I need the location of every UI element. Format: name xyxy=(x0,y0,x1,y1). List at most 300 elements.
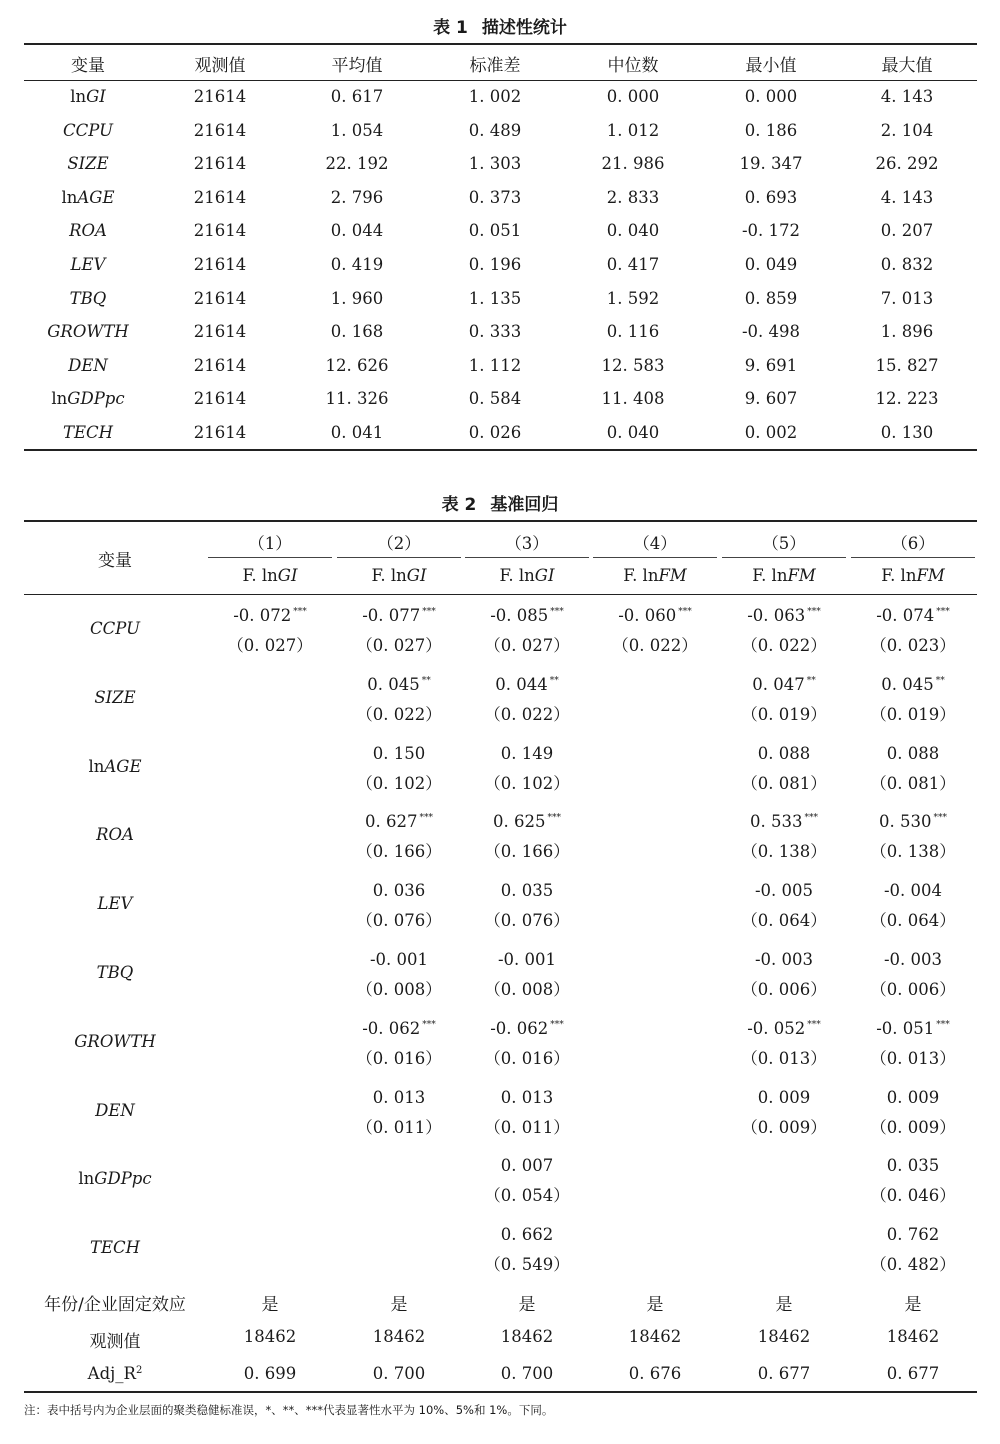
table1-cell: -0. 498 xyxy=(741,322,801,342)
table2-header-rule xyxy=(24,594,977,595)
table1-var-label xyxy=(18,255,158,274)
table1-number: 表 1 xyxy=(433,18,468,38)
table1-cell: 1. 960 xyxy=(330,288,384,308)
var-name: ROA xyxy=(96,825,134,845)
var-prefix: F. ln xyxy=(499,566,535,585)
var-name: TBQ xyxy=(69,288,107,308)
significance-stars: *** xyxy=(936,1019,950,1030)
table2-se: （0. 138） xyxy=(741,842,827,862)
var-name: GDPpc xyxy=(67,389,125,409)
table1-cell: 0. 041 xyxy=(330,423,384,442)
table1-cell: 4. 143 xyxy=(880,87,934,106)
table2-coef xyxy=(843,812,983,831)
var-prefix: ln xyxy=(70,87,87,106)
table1-col-header: 标准差 xyxy=(469,56,521,76)
table2-se: （0. 081） xyxy=(870,773,956,793)
coef-value: 0. 533 xyxy=(750,812,803,832)
table2-footer-cell: 是 xyxy=(390,1295,408,1315)
table1-title: 描述性统计 xyxy=(481,18,567,38)
var-name: LEV xyxy=(97,894,133,914)
table2-dep-var xyxy=(200,566,340,585)
table1-cell: 0. 489 xyxy=(468,120,522,140)
coef-value: 0. 150 xyxy=(372,743,426,763)
table2-footer-cell: 0. 676 xyxy=(628,1364,682,1383)
table2-coef xyxy=(843,881,983,900)
var-prefix: F. ln xyxy=(242,566,278,585)
table2-coef xyxy=(714,881,854,900)
var-name: GROWTH xyxy=(47,322,129,342)
table2-dep-var xyxy=(843,566,983,585)
table2-se: （0. 166） xyxy=(484,842,570,862)
coef-value: 0. 009 xyxy=(757,1087,811,1107)
coef-value: -0. 062 xyxy=(362,1018,421,1038)
table1-cell: 2. 796 xyxy=(330,187,384,207)
table2-se: （0. 016） xyxy=(356,1048,442,1068)
table2-se: （0. 022） xyxy=(612,636,698,655)
table2-footer-cell: 是 xyxy=(261,1295,279,1315)
var-name: ROA xyxy=(69,221,107,241)
table2-footer-label xyxy=(15,1364,215,1383)
table2-coef xyxy=(329,881,469,900)
table2-coef xyxy=(329,1019,469,1038)
coef-value: -0. 063 xyxy=(747,606,806,625)
table1-cell: 21614 xyxy=(193,221,247,241)
coef-value: 0. 047 xyxy=(752,674,805,694)
table1-var-label xyxy=(18,389,158,408)
var-prefix: F. ln xyxy=(623,566,659,585)
table1-header-rule xyxy=(24,80,977,81)
table1-caption xyxy=(0,13,1000,38)
table1-var-label xyxy=(18,322,158,341)
table1-cell: 0. 049 xyxy=(744,255,798,274)
table1-cell: 15. 827 xyxy=(875,355,939,375)
coef-value: 0. 045 xyxy=(881,674,934,694)
coef-value: -0. 060 xyxy=(618,606,677,625)
table2-col-number: （6） xyxy=(891,534,935,553)
table2-footer-cell: 18462 xyxy=(500,1327,554,1346)
table1-cell: 1. 002 xyxy=(468,87,522,106)
table2-se: （0. 006） xyxy=(870,980,956,999)
table2-coef xyxy=(843,1156,983,1175)
table1-cell: 0. 002 xyxy=(744,423,798,442)
table1-var-label xyxy=(18,423,158,442)
table1-cell: 21614 xyxy=(193,255,247,274)
var-name: CCPU xyxy=(63,120,113,140)
var-name: GI xyxy=(86,87,106,106)
significance-stars: ** xyxy=(935,675,945,686)
table1-cell: 1. 592 xyxy=(606,288,660,308)
table1-cell: 0. 040 xyxy=(606,221,660,241)
significance-stars: *** xyxy=(678,607,692,617)
table1-cell: 0. 584 xyxy=(468,389,522,409)
table1-cell: 21614 xyxy=(193,389,247,409)
var-name: AGE xyxy=(104,756,142,776)
significance-stars: *** xyxy=(807,607,821,617)
significance-stars: *** xyxy=(550,607,564,617)
table2-coef xyxy=(457,881,597,900)
coef-value: -0. 004 xyxy=(883,881,943,901)
table1-cell: 1. 303 xyxy=(468,154,522,174)
coef-value: 0. 035 xyxy=(886,1156,940,1176)
table2-footer-cell: 18462 xyxy=(628,1327,682,1346)
table2-coef xyxy=(457,675,597,694)
table2-footer-cell: 是 xyxy=(518,1295,536,1315)
footer-label-text: 观测值 xyxy=(89,1332,141,1352)
table1-cell: 0. 051 xyxy=(468,221,522,241)
table2-coef xyxy=(714,950,854,969)
table2-se: （0. 009） xyxy=(870,1117,956,1137)
table2-coef xyxy=(843,744,983,763)
table2-se: （0. 054） xyxy=(484,1186,570,1206)
table2-var-label xyxy=(15,757,215,776)
table1-var-label xyxy=(18,221,158,240)
coef-value: 0. 627 xyxy=(365,812,418,832)
table1-cell: 9. 607 xyxy=(744,389,798,409)
table1-var-label xyxy=(18,121,158,140)
table2-coef xyxy=(329,606,469,625)
table-note: 注：表中括号内为企业层面的聚类稳健标准误，*、**、***代表显著性水平为 10%、5%和 1%。下同。 xyxy=(24,1403,554,1417)
coef-value: 0. 662 xyxy=(500,1225,554,1245)
table2-title: 基准回归 xyxy=(490,495,559,515)
table2-coef xyxy=(843,1225,983,1244)
table2-coef xyxy=(457,950,597,969)
var-name: DEN xyxy=(68,355,108,375)
table2-se: （0. 016） xyxy=(484,1048,570,1068)
table2-var-label xyxy=(15,1101,215,1120)
var-name: SIZE xyxy=(94,687,136,707)
table2-se: （0. 076） xyxy=(484,911,570,931)
table2-top-rule xyxy=(24,520,977,522)
table2-coef xyxy=(843,1019,983,1038)
table1-cell: 12. 583 xyxy=(601,355,665,375)
table2-coef xyxy=(585,606,725,625)
var-name: FM xyxy=(658,566,687,585)
table2-dep-var xyxy=(457,566,597,585)
table1-cell: 19. 347 xyxy=(739,154,803,174)
table1-col-header: 中位数 xyxy=(607,56,659,76)
significance-stars: *** xyxy=(293,607,307,617)
table2-se: （0. 482） xyxy=(870,1255,956,1275)
table1-cell: 21614 xyxy=(193,120,247,140)
table1-var-label xyxy=(18,87,158,106)
table1-cell: 21614 xyxy=(193,322,247,342)
table1-cell: 0. 026 xyxy=(468,423,522,442)
coef-value: -0. 052 xyxy=(747,1018,806,1038)
table2-coef xyxy=(457,606,597,625)
table2-se: （0. 081） xyxy=(741,773,827,793)
var-name: GI xyxy=(534,566,555,585)
var-name: GI xyxy=(277,566,298,585)
coef-value: 0. 625 xyxy=(493,812,546,832)
coef-value: -0. 001 xyxy=(497,950,557,969)
coef-value: 0. 009 xyxy=(886,1087,940,1107)
table2-coef xyxy=(843,675,983,694)
table1-cell: 0. 168 xyxy=(330,322,384,342)
table2-se: （0. 549） xyxy=(484,1255,570,1275)
table2-se: （0. 008） xyxy=(356,980,442,999)
table1-cell: 21614 xyxy=(193,187,247,207)
table1-var-label xyxy=(18,289,158,308)
coef-value: 0. 088 xyxy=(757,743,811,763)
table2-col-rule xyxy=(465,557,589,558)
table1-cell: 12. 223 xyxy=(875,389,939,409)
table1-cell: 1. 896 xyxy=(880,322,934,342)
table2-coef xyxy=(714,606,854,625)
var-name: TBQ xyxy=(96,963,134,982)
var-prefix: ln xyxy=(51,389,68,409)
table1-cell: 12. 626 xyxy=(325,355,389,375)
coef-value: -0. 003 xyxy=(754,950,814,969)
table1-cell: 2. 833 xyxy=(606,187,660,207)
significance-stars: ** xyxy=(421,675,431,686)
table2-footer-cell: 18462 xyxy=(372,1327,426,1346)
table2-dep-var xyxy=(585,566,725,585)
table2-coef xyxy=(457,1088,597,1107)
table2-se: （0. 019） xyxy=(741,704,827,724)
coef-value: -0. 051 xyxy=(876,1018,935,1038)
table1-cell: 26. 292 xyxy=(875,154,939,174)
var-prefix: ln xyxy=(88,756,105,776)
var-prefix: ln xyxy=(78,1169,95,1189)
table2-var-label xyxy=(15,894,215,913)
coef-value: 0. 013 xyxy=(500,1087,554,1107)
table2-coef xyxy=(457,1225,597,1244)
table2-se: （0. 102） xyxy=(356,773,442,793)
table2-coef xyxy=(200,606,340,625)
table1-top-rule xyxy=(24,43,977,45)
table2-var-label xyxy=(15,1032,215,1051)
table1-cell: 0. 000 xyxy=(606,87,660,106)
table2-col-rule xyxy=(208,557,332,558)
table1-cell: 7. 013 xyxy=(880,288,934,308)
coef-value: -0. 085 xyxy=(490,606,549,625)
coef-value: -0. 001 xyxy=(369,950,429,969)
table2-se: （0. 011） xyxy=(484,1117,570,1137)
table2-se: （0. 013） xyxy=(741,1048,827,1068)
table2-coef xyxy=(714,744,854,763)
table2-se: （0. 138） xyxy=(870,842,956,862)
var-name: GROWTH xyxy=(74,1031,156,1051)
coef-value: 0. 013 xyxy=(372,1087,426,1107)
significance-stars: *** xyxy=(422,1019,436,1030)
table2-se: （0. 013） xyxy=(870,1048,956,1068)
table1-cell: 21. 986 xyxy=(601,154,665,174)
table2-col-rule xyxy=(851,557,975,558)
table2-se: （0. 011） xyxy=(356,1117,442,1137)
table1-bottom-rule xyxy=(24,449,977,451)
table2-coef xyxy=(457,1019,597,1038)
table2-var-label xyxy=(15,963,215,982)
table2-coef xyxy=(843,950,983,969)
significance-stars: *** xyxy=(419,813,433,824)
table2-footer-cell: 18462 xyxy=(243,1327,297,1346)
table1-cell: 9. 691 xyxy=(744,355,798,375)
table2-se: （0. 027） xyxy=(484,636,570,655)
table1-col-header: 观测值 xyxy=(194,56,246,76)
table1-cell: 0. 207 xyxy=(880,221,934,241)
table1-var-label xyxy=(18,356,158,375)
table2-coef xyxy=(843,606,983,625)
significance-stars: *** xyxy=(933,813,947,824)
coef-value: -0. 072 xyxy=(233,606,292,625)
var-prefix: F. ln xyxy=(371,566,407,585)
table1-cell: 0. 859 xyxy=(744,288,798,308)
coef-value: 0. 007 xyxy=(500,1156,554,1176)
significance-stars: *** xyxy=(547,813,561,824)
significance-stars: *** xyxy=(936,607,950,617)
table2-col-number: （3） xyxy=(505,534,549,553)
var-name: GI xyxy=(406,566,427,585)
table1-cell: 0. 186 xyxy=(744,120,798,140)
var-name: LEV xyxy=(70,255,106,274)
var-name: DEN xyxy=(95,1100,135,1120)
table2-var-label xyxy=(15,688,215,707)
table2-se: （0. 008） xyxy=(484,980,570,999)
table1-cell: 0. 373 xyxy=(468,187,522,207)
table2-footer-cell: 是 xyxy=(646,1295,664,1315)
table2-coef xyxy=(457,1156,597,1175)
var-prefix: ln xyxy=(61,187,78,207)
table1-cell: 1. 135 xyxy=(468,288,522,308)
table2-col-number: （1） xyxy=(248,534,292,553)
table2-footer-cell: 0. 677 xyxy=(757,1364,811,1383)
table2-var-header: 变量 xyxy=(98,551,132,571)
table1-cell: 21614 xyxy=(193,355,247,375)
table1-cell: 0. 333 xyxy=(468,322,522,342)
table2-coef xyxy=(714,1088,854,1107)
footer-label-text: 年份/企业固定效应 xyxy=(44,1295,186,1315)
table1-col-header: 最小值 xyxy=(745,56,797,76)
coef-value: 0. 149 xyxy=(500,743,554,763)
table1-cell: 1. 054 xyxy=(330,120,384,140)
var-name: GDPpc xyxy=(94,1169,152,1189)
footer-label-superscript: 2 xyxy=(135,1365,143,1376)
coef-value: -0. 074 xyxy=(876,606,935,625)
coef-value: -0. 005 xyxy=(754,881,814,901)
table2-coef xyxy=(329,812,469,831)
table2-footer-label xyxy=(15,1290,215,1315)
coef-value: 0. 088 xyxy=(886,743,940,763)
table1-cell: 21614 xyxy=(193,423,247,442)
table2-col-number: （5） xyxy=(762,534,806,553)
table1-col-header: 变量 xyxy=(71,56,105,76)
table2-var-label xyxy=(15,1238,215,1257)
var-name: AGE xyxy=(77,187,115,207)
table2-footer-cell: 0. 700 xyxy=(372,1364,426,1383)
table2-coef xyxy=(714,812,854,831)
significance-stars: *** xyxy=(550,1019,564,1030)
table1-cell: 2. 104 xyxy=(880,120,934,140)
table1-cell: 22. 192 xyxy=(325,154,389,174)
table1-col-header: 最大值 xyxy=(881,56,933,76)
table2-dep-var xyxy=(329,566,469,585)
table2-se: （0. 022） xyxy=(356,704,442,724)
var-name: TECH xyxy=(62,423,114,442)
table1-cell: 0. 130 xyxy=(880,423,934,442)
significance-stars: ** xyxy=(549,675,559,686)
table1-cell: 21614 xyxy=(193,154,247,174)
coef-value: -0. 062 xyxy=(490,1018,549,1038)
table2-se: （0. 076） xyxy=(356,911,442,931)
table2-var-label xyxy=(15,619,215,638)
table2-coef xyxy=(843,1088,983,1107)
table2-col-number: （2） xyxy=(377,534,421,553)
table2-footer-label xyxy=(15,1327,215,1352)
table2-col-rule xyxy=(337,557,461,558)
table2-footer-cell: 18462 xyxy=(886,1327,940,1346)
var-prefix: F. ln xyxy=(752,566,788,585)
coef-value: 0. 044 xyxy=(495,674,548,694)
significance-stars: *** xyxy=(807,1019,821,1030)
table2-number: 表 2 xyxy=(441,495,477,515)
table2-se: （0. 009） xyxy=(741,1117,827,1137)
table1-cell: 1. 112 xyxy=(468,355,522,375)
table1-cell: 0. 419 xyxy=(330,255,384,274)
table2-se: （0. 027） xyxy=(356,636,442,655)
table2-coef xyxy=(329,675,469,694)
table1-var-label xyxy=(18,154,158,173)
significance-stars: *** xyxy=(422,607,436,617)
table1-cell: 4. 143 xyxy=(880,187,934,207)
table2-se: （0. 022） xyxy=(484,704,570,724)
var-name: FM xyxy=(916,566,945,585)
coef-value: -0. 077 xyxy=(362,606,421,625)
table1-cell: 0. 617 xyxy=(330,87,384,106)
table1-cell: 0. 196 xyxy=(468,255,522,274)
var-name: FM xyxy=(787,566,816,585)
table2-coef xyxy=(714,1019,854,1038)
table1-cell: 0. 040 xyxy=(606,423,660,442)
table2-col-rule xyxy=(722,557,846,558)
table2-footer-cell: 是 xyxy=(775,1295,793,1315)
table2-coef xyxy=(457,744,597,763)
coef-value: 0. 045 xyxy=(367,674,420,694)
table1-col-header: 平均值 xyxy=(331,56,383,76)
var-name: TECH xyxy=(89,1238,141,1258)
footer-label-text: Adj_R xyxy=(87,1364,136,1383)
table2-se: （0. 006） xyxy=(741,980,827,999)
table2-footer-cell: 18462 xyxy=(757,1327,811,1346)
coef-value: 0. 530 xyxy=(879,812,932,832)
table1-cell: 0. 000 xyxy=(744,87,798,106)
table2-se: （0. 102） xyxy=(484,773,570,793)
coef-value: -0. 003 xyxy=(883,950,943,969)
table1-cell: 21614 xyxy=(193,288,247,308)
table2-se: （0. 046） xyxy=(870,1186,956,1206)
table2-se: （0. 166） xyxy=(356,842,442,862)
table2-se: （0. 019） xyxy=(870,704,956,724)
table1-cell: 11. 408 xyxy=(601,389,665,409)
table2-caption xyxy=(0,490,1000,515)
coef-value: 0. 762 xyxy=(886,1225,940,1245)
table1-cell: 0. 417 xyxy=(606,255,660,274)
table2-se: （0. 064） xyxy=(741,911,827,931)
table2-coef xyxy=(329,1088,469,1107)
table1-cell: 11. 326 xyxy=(325,389,389,409)
table2-coef xyxy=(329,950,469,969)
table1-cell: 0. 832 xyxy=(880,255,934,274)
var-prefix: F. ln xyxy=(881,566,917,585)
table2-coef xyxy=(714,675,854,694)
table1-cell: 0. 044 xyxy=(330,221,384,241)
table1-cell: 0. 693 xyxy=(744,187,798,207)
significance-stars: *** xyxy=(804,813,818,824)
table1-cell: 1. 012 xyxy=(606,120,660,140)
table2-se: （0. 022） xyxy=(741,636,827,655)
coef-value: 0. 035 xyxy=(500,881,554,901)
table2-col-number: （4） xyxy=(633,534,677,553)
table2-dep-var xyxy=(714,566,854,585)
